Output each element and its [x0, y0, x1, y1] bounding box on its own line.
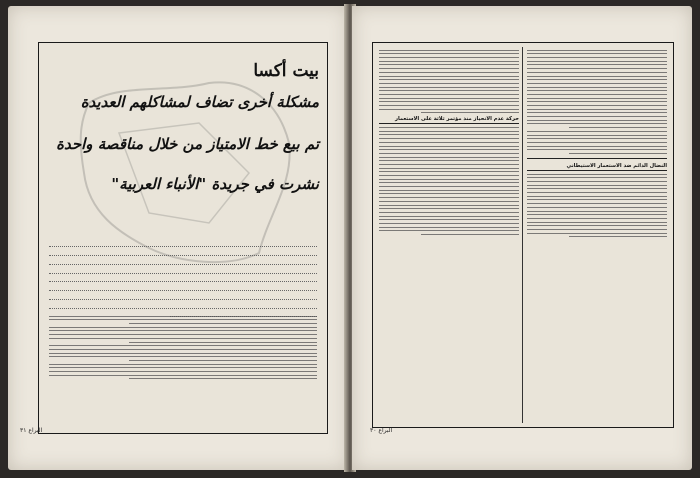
text-column-left	[379, 47, 519, 423]
article-body	[49, 313, 317, 382]
headline-line-2: تم بيع خط الامتياز من خلال مناقصة واحدة	[56, 135, 319, 153]
article-frame-right	[372, 42, 674, 428]
lead-paragraph	[49, 239, 317, 318]
article-frame	[38, 42, 328, 434]
page-number: البراع ٣١	[20, 427, 43, 434]
headline-kicker: بيت أكسا	[253, 61, 319, 81]
page-number: البراع ٣٠	[370, 427, 393, 434]
column-divider	[522, 47, 523, 423]
left-page	[8, 6, 348, 470]
text-column-right	[527, 47, 667, 423]
headline-line-1: مشكلة أخرى تضاف لمشاكلهم العديدة	[80, 93, 319, 111]
section-subhead: النضال الدائم ضد الاستعمار الاستيطاني	[527, 163, 667, 171]
section-subhead: حركة عدم الانحياز منذ مؤتمر ثلاثة على الاستعمار	[379, 116, 519, 124]
headline-line-3: نشرت في جريدة "الأنباء العربية"	[111, 175, 319, 193]
right-page	[352, 6, 692, 470]
